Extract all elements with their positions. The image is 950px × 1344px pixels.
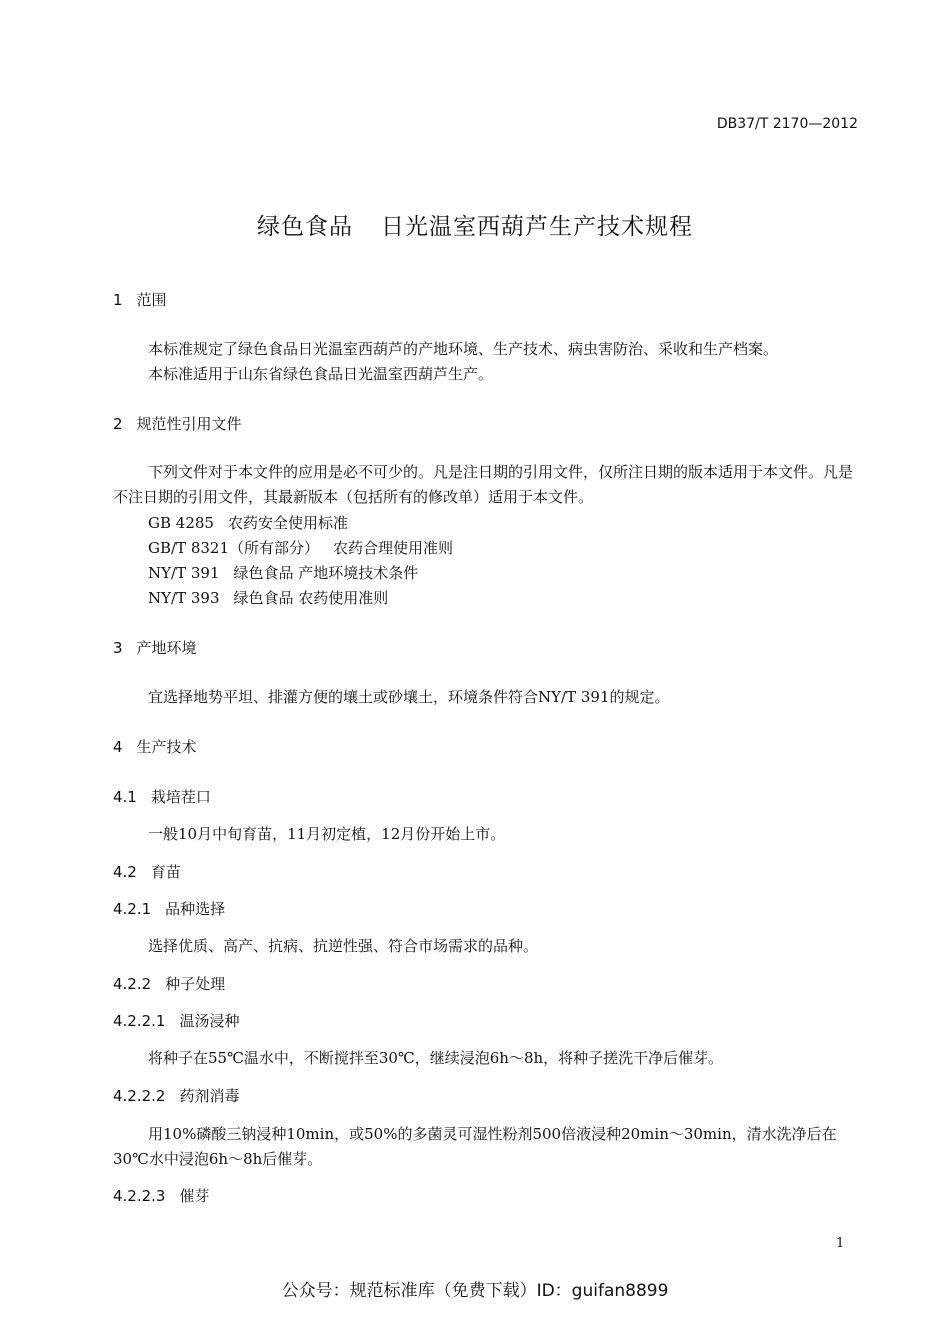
section-4-2-1-heading	[113, 898, 225, 919]
reference-code: GB 4285	[148, 514, 214, 532]
section-number: 4.2.2.1	[113, 1012, 166, 1030]
title-part-2: 日光温室西葫芦生产技术规程	[381, 214, 693, 240]
section-4-2-2-1-paragraph: 将种子在55℃温水中，不断搅拌至30℃，继续浸泡6h～8h，将种子搓洗干净后催芽。	[148, 1049, 724, 1067]
section-title: 规范性引用文件	[136, 415, 242, 433]
section-title: 栽培茬口	[150, 788, 211, 806]
section-number: 4.1	[113, 788, 137, 806]
section-2-intro: 下列文件对于本文件的应用是必不可少的。凡是注日期的引用文件，仅所注日期的版本适用于本文件。凡是不注日期的引用文件，其最新版本（包括所有的修改单）适用于本文件。	[113, 463, 854, 506]
section-number: 4.2.2.2	[113, 1087, 166, 1105]
section-title: 范围	[136, 291, 167, 309]
section-number: 2	[113, 415, 123, 433]
section-4-2-2-1-heading	[113, 1010, 240, 1031]
section-4-2-2-heading	[113, 973, 225, 994]
section-title: 生产技术	[136, 738, 197, 756]
section-2-heading	[113, 413, 242, 434]
section-4-1-heading	[113, 786, 211, 807]
document-number: DB37/T 2170—2012	[716, 116, 858, 132]
reference-code: NY/T 393	[148, 589, 220, 607]
section-number: 4	[113, 738, 123, 756]
title-part-1: 绿色食品	[257, 214, 353, 240]
section-number: 4.2.2	[113, 975, 152, 993]
reference-code: NY/T 391	[148, 564, 220, 582]
section-3-heading	[113, 637, 197, 658]
section-3-paragraph-1: 宜选择地势平坦、排灌方便的壤土或砂壤土，环境条件符合NY/T 391的规定。	[148, 688, 670, 706]
reference-title: 农药安全使用标准	[227, 514, 348, 532]
section-title: 育苗	[150, 863, 181, 881]
document-title	[0, 208, 950, 241]
section-title: 药剂消毒	[179, 1087, 240, 1105]
section-4-1-paragraph: 一般10月中旬育苗，11月初定植，12月份开始上市。	[148, 825, 506, 843]
section-4-2-heading	[113, 861, 181, 882]
footer-watermark-text: 公众号：规范标准库（免费下载）ID：guifan8899	[281, 1281, 669, 1301]
section-1-paragraph-1: 本标准规定了绿色食品日光温室西葫芦的产地环境、生产技术、病虫害防治、采收和生产档案。	[148, 340, 779, 358]
section-4-2-1-paragraph: 选择优质、高产、抗病、抗逆性强、符合市场需求的品种。	[148, 937, 539, 955]
reference-item	[148, 587, 388, 608]
section-number: 1	[113, 291, 123, 309]
section-4-2-2-3-heading	[113, 1185, 210, 1206]
reference-item	[148, 512, 348, 533]
section-number: 3	[113, 639, 123, 657]
reference-item	[148, 562, 418, 583]
section-1-paragraph-2: 本标准适用于山东省绿色食品日光温室西葫芦生产。	[148, 365, 494, 383]
section-title: 品种选择	[165, 900, 226, 918]
section-1-heading	[113, 289, 167, 310]
reference-code: GB/T 8321（所有部分）	[148, 539, 320, 557]
reference-title: 绿色食品 产地环境技术条件	[233, 564, 419, 582]
section-title: 温汤浸种	[179, 1012, 240, 1030]
section-title: 产地环境	[136, 639, 197, 657]
section-number: 4.2.1	[113, 900, 152, 918]
reference-title: 绿色食品 农药使用准则	[233, 589, 389, 607]
section-title: 种子处理	[165, 975, 226, 993]
reference-item	[148, 537, 453, 558]
page-number: 1	[836, 1236, 845, 1251]
section-4-2-2-2-heading	[113, 1085, 240, 1106]
section-number: 4.2	[113, 863, 137, 881]
section-4-2-2-2-paragraph: 用10%磷酸三钠浸种10min，或50%的多菌灵可湿性粉剂500倍液浸种20min～30min，清水洗净后在30℃水中浸泡6h～8h后催芽。	[113, 1125, 837, 1168]
section-title: 催芽	[179, 1187, 210, 1205]
section-number: 4.2.2.3	[113, 1187, 166, 1205]
reference-title: 农药合理使用准则	[333, 539, 454, 557]
section-4-heading	[113, 736, 197, 757]
